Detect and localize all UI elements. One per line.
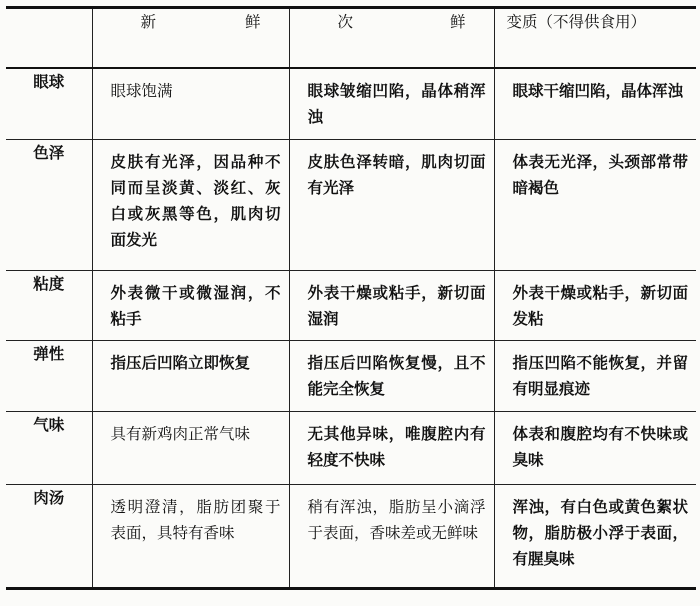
table-body bbox=[6, 68, 696, 589]
cell-eyeball-less-fresh bbox=[289, 68, 494, 140]
cell-elasticity-fresh bbox=[92, 341, 289, 412]
header-fresh bbox=[92, 8, 289, 69]
cell-broth-fresh bbox=[92, 485, 289, 589]
header-spoiled-label: 变质（不得供食用） bbox=[506, 13, 647, 31]
table-row-smell bbox=[6, 412, 696, 485]
cell-stickiness-spoiled bbox=[494, 271, 696, 341]
cell-smell-fresh bbox=[92, 412, 289, 485]
cell-broth-less-fresh bbox=[289, 485, 494, 589]
cell-elasticity-spoiled bbox=[494, 341, 696, 412]
cell-text: 皮肤有光泽，因品种不同而呈淡黄、淡红、灰白或灰黑等色，肌肉切面发光 bbox=[110, 152, 281, 249]
row-label-broth: 肉汤 bbox=[6, 485, 92, 589]
header-spoiled bbox=[494, 8, 696, 69]
table-header bbox=[6, 8, 696, 69]
row-label-smell: 气味 bbox=[6, 412, 92, 485]
cell-text: 具有新鸡肉正常气味 bbox=[110, 425, 251, 443]
table-row-stickiness bbox=[6, 271, 696, 341]
cell-eyeball-fresh bbox=[92, 68, 289, 140]
row-label-stickiness: 粘度 bbox=[6, 271, 92, 341]
header-less-fresh bbox=[289, 8, 494, 69]
header-fresh-char-1: 新 bbox=[140, 13, 157, 31]
cell-text: 体表无光泽，头颈部常带暗褐色 bbox=[512, 152, 688, 197]
cell-text: 指压凹陷不能恢复，并留有明显痕迹 bbox=[512, 353, 688, 398]
cell-text: 体表和腹腔均有不快味或臭味 bbox=[512, 424, 688, 469]
cell-text: 外表干燥或粘手，新切面发粘 bbox=[512, 283, 688, 328]
cell-smell-spoiled bbox=[494, 412, 696, 485]
cell-text: 外表微干或微湿润，不粘手 bbox=[110, 283, 281, 328]
cell-stickiness-fresh bbox=[92, 271, 289, 341]
cell-text: 浑浊，有白色或黄色絮状物，脂肪极小浮于表面，有腥臭味 bbox=[512, 497, 688, 568]
cell-text: 眼球干缩凹陷，晶体浑浊 bbox=[512, 81, 684, 100]
table-row-eyeball bbox=[6, 68, 696, 140]
table-row-broth bbox=[6, 485, 696, 589]
cell-text: 透明澄清，脂肪团聚于表面，具特有香味 bbox=[110, 498, 281, 542]
cell-text: 指压后凹陷立即恢复 bbox=[110, 353, 251, 372]
table-row-color bbox=[6, 140, 696, 271]
cell-color-spoiled bbox=[494, 140, 696, 271]
cell-smell-less-fresh bbox=[289, 412, 494, 485]
cell-color-fresh bbox=[92, 140, 289, 271]
header-less-fresh-char-2: 鲜 bbox=[449, 13, 466, 31]
cell-color-less-fresh bbox=[289, 140, 494, 271]
cell-text: 稍有浑浊，脂肪呈小滴浮于表面，香味差或无鲜味 bbox=[307, 498, 486, 542]
cell-text: 皮肤色泽转暗，肌肉切面有光泽 bbox=[307, 152, 486, 197]
row-label-elasticity: 弹性 bbox=[6, 341, 92, 412]
cell-text: 外表干燥或粘手，新切面湿润 bbox=[307, 283, 486, 328]
row-label-eyeball: 眼球 bbox=[6, 68, 92, 140]
header-blank-cell bbox=[6, 8, 92, 69]
row-label-color: 色泽 bbox=[6, 140, 92, 271]
cell-eyeball-spoiled bbox=[494, 68, 696, 140]
cell-text: 无其他异味，唯腹腔内有轻度不快味 bbox=[307, 424, 486, 469]
cell-stickiness-less-fresh bbox=[289, 271, 494, 341]
header-row bbox=[6, 8, 696, 69]
cell-text: 眼球饱满 bbox=[110, 82, 173, 100]
table-row-elasticity bbox=[6, 341, 696, 412]
cell-text: 眼球皱缩凹陷，晶体稍浑浊 bbox=[307, 81, 486, 126]
cell-text: 指压后凹陷恢复慢，且不能完全恢复 bbox=[307, 353, 486, 398]
chicken-freshness-table bbox=[6, 6, 696, 590]
cell-broth-spoiled bbox=[494, 485, 696, 589]
cell-elasticity-less-fresh bbox=[289, 341, 494, 412]
header-less-fresh-char-1: 次 bbox=[337, 13, 354, 31]
header-fresh-char-2: 鲜 bbox=[244, 13, 261, 31]
